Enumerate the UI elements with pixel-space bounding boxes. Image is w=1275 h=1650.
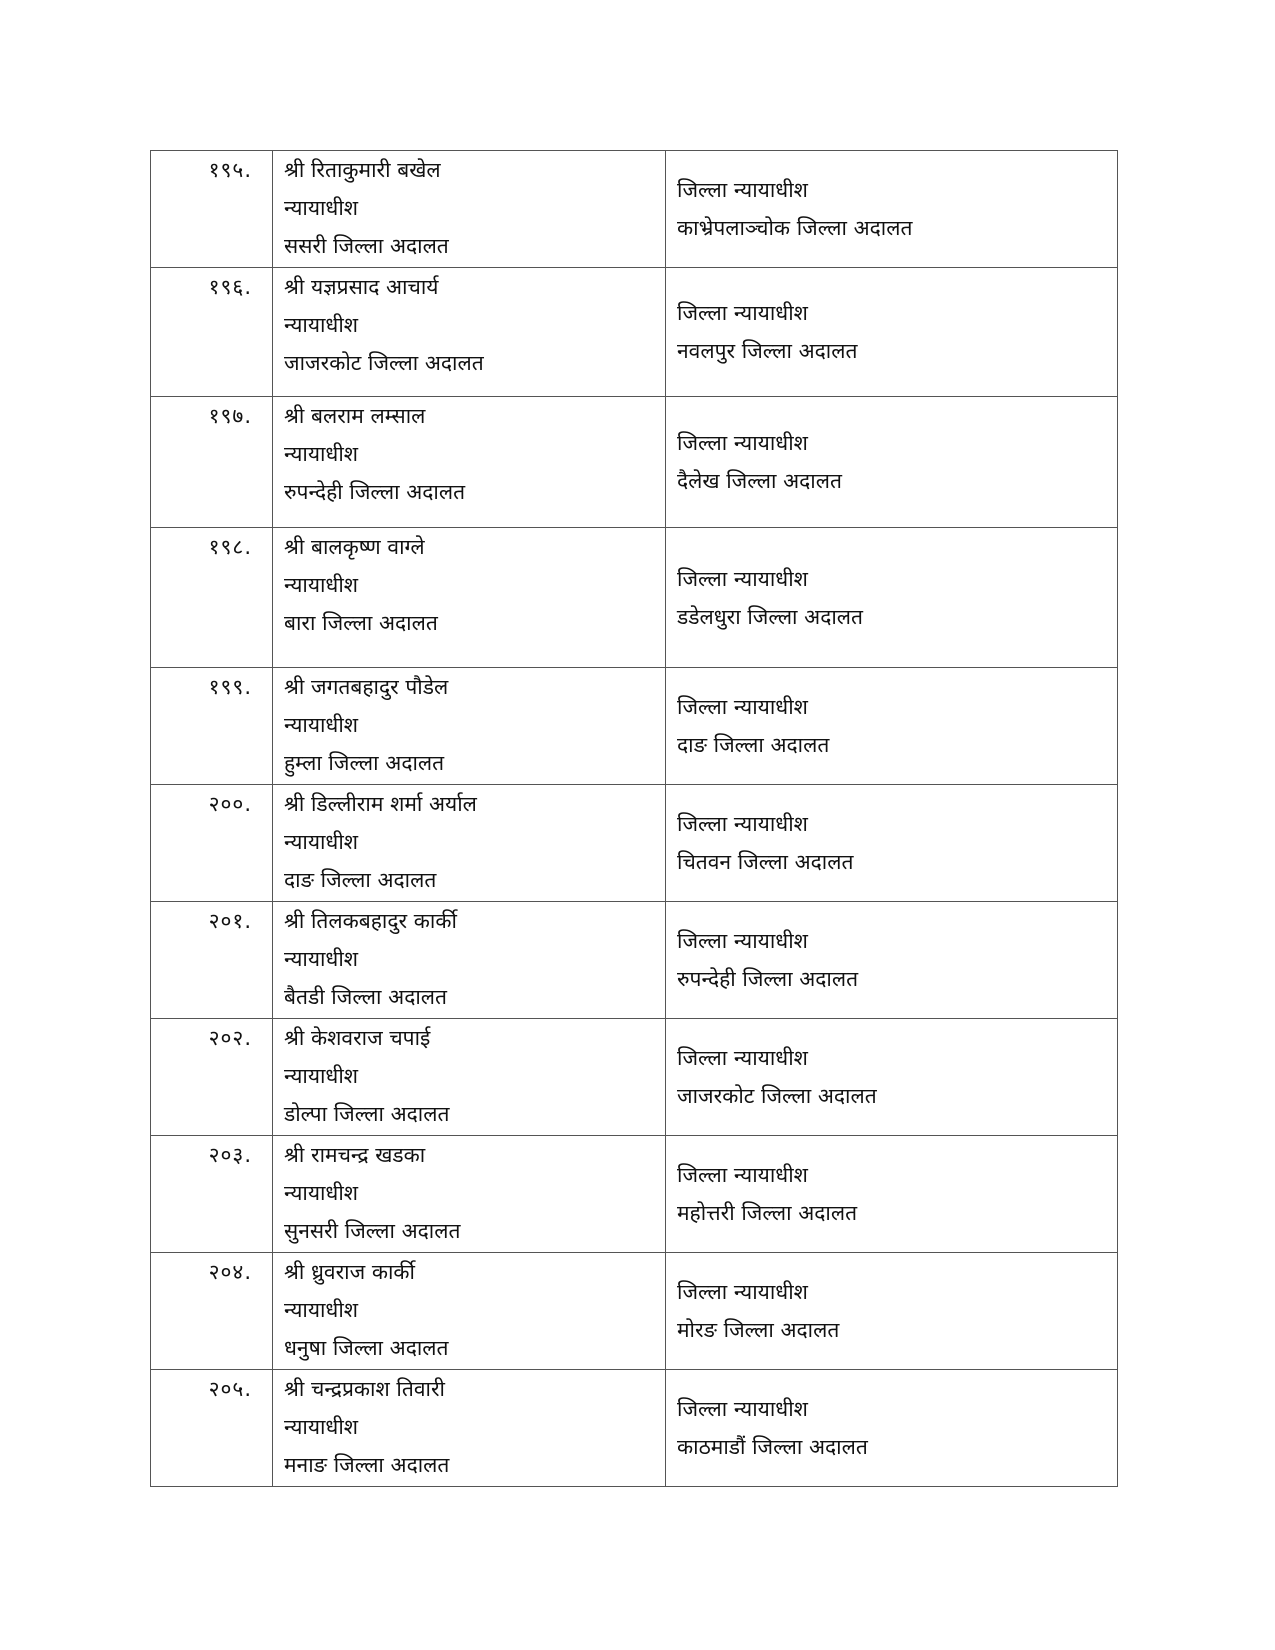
table-row (151, 268, 1118, 397)
table-row (151, 668, 1118, 785)
serial-number: १९८. (151, 528, 273, 668)
new-assignment-cell (666, 902, 1118, 1019)
current-post: न्यायाधीश (284, 313, 359, 337)
new-court: काठमाडौं जिल्ला अदालत (677, 1435, 868, 1459)
serial-number: १९९. (151, 668, 273, 785)
table-row (151, 1019, 1118, 1136)
new-court: काभ्रेपलाञ्चोक जिल्ला अदालत (677, 216, 913, 240)
current-court: रुपन्देही जिल्ला अदालत (284, 480, 466, 504)
judge-name: श्री यज्ञप्रसाद आचार्य (284, 275, 439, 299)
new-court: रुपन्देही जिल्ला अदालत (677, 967, 859, 991)
current-assignment-cell (273, 1370, 666, 1487)
judge-name: श्री चन्द्रप्रकाश तिवारी (284, 1377, 445, 1401)
current-court: डोल्पा जिल्ला अदालत (284, 1102, 450, 1126)
current-assignment-cell (273, 902, 666, 1019)
table-row (151, 1253, 1118, 1370)
current-assignment-cell (273, 1136, 666, 1253)
current-post: न्यायाधीश (284, 830, 359, 854)
current-post: न्यायाधीश (284, 196, 359, 220)
current-assignment-cell (273, 528, 666, 668)
judge-name: श्री डिल्लीराम शर्मा अर्याल (284, 792, 477, 816)
serial-number: १९५. (151, 151, 273, 268)
new-assignment-cell (666, 668, 1118, 785)
current-assignment-cell (273, 785, 666, 902)
new-post: जिल्ला न्यायाधीश (677, 1280, 808, 1304)
current-post: न्यायाधीश (284, 1298, 359, 1322)
serial-number: २००. (151, 785, 273, 902)
current-assignment-cell (273, 397, 666, 528)
current-court: धनुषा जिल्ला अदालत (284, 1336, 449, 1360)
current-post: न्यायाधीश (284, 947, 359, 971)
serial-number: २०५. (151, 1370, 273, 1487)
new-court: दैलेख जिल्ला अदालत (677, 469, 842, 493)
current-post: न्यायाधीश (284, 713, 359, 737)
new-post: जिल्ला न्यायाधीश (677, 178, 808, 202)
new-court: नवलपुर जिल्ला अदालत (677, 339, 858, 363)
current-court: सुनसरी जिल्ला अदालत (284, 1219, 461, 1243)
judge-name: श्री केशवराज चपाई (284, 1026, 431, 1050)
new-assignment-cell (666, 268, 1118, 397)
current-assignment-cell (273, 1019, 666, 1136)
current-assignment-cell (273, 1253, 666, 1370)
judge-name: श्री बालकृष्ण वाग्ले (284, 535, 425, 559)
new-court: जाजरकोट जिल्ला अदालत (677, 1084, 877, 1108)
current-court: जाजरकोट जिल्ला अदालत (284, 351, 484, 375)
table-row (151, 1370, 1118, 1487)
new-post: जिल्ला न्यायाधीश (677, 929, 808, 953)
new-assignment-cell (666, 785, 1118, 902)
table-row (151, 902, 1118, 1019)
current-court: बैतडी जिल्ला अदालत (284, 985, 447, 1009)
new-assignment-cell (666, 1253, 1118, 1370)
current-court: हुम्ला जिल्ला अदालत (284, 751, 445, 775)
serial-number: १९७. (151, 397, 273, 528)
current-assignment-cell (273, 268, 666, 397)
current-assignment-cell (273, 151, 666, 268)
new-post: जिल्ला न्यायाधीश (677, 695, 808, 719)
current-assignment-cell (273, 668, 666, 785)
judge-name: श्री ध्रुवराज कार्की (284, 1260, 415, 1284)
new-post: जिल्ला न्यायाधीश (677, 301, 808, 325)
judge-name: श्री तिलकबहादुर कार्की (284, 909, 457, 933)
new-post: जिल्ला न्यायाधीश (677, 812, 808, 836)
current-post: न्यायाधीश (284, 1181, 359, 1205)
judge-transfer-table (150, 150, 1118, 1487)
current-court: मनाङ जिल्ला अदालत (284, 1453, 450, 1477)
current-court: दाङ जिल्ला अदालत (284, 868, 437, 892)
new-court: मोरङ जिल्ला अदालत (677, 1318, 840, 1342)
new-assignment-cell (666, 1019, 1118, 1136)
judge-name: श्री रिताकुमारी बखेल (284, 158, 441, 182)
current-post: न्यायाधीश (284, 1415, 359, 1439)
current-court: बारा जिल्ला अदालत (284, 611, 438, 635)
new-assignment-cell (666, 397, 1118, 528)
table-row (151, 397, 1118, 528)
judge-name: श्री रामचन्द्र खडका (284, 1143, 426, 1167)
new-assignment-cell (666, 528, 1118, 668)
current-post: न्यायाधीश (284, 442, 359, 466)
current-court: ससरी जिल्ला अदालत (284, 234, 449, 258)
new-assignment-cell (666, 1370, 1118, 1487)
new-court: चितवन जिल्ला अदालत (677, 850, 854, 874)
serial-number: २०२. (151, 1019, 273, 1136)
new-court: दाङ जिल्ला अदालत (677, 733, 830, 757)
serial-number: २०४. (151, 1253, 273, 1370)
new-post: जिल्ला न्यायाधीश (677, 1046, 808, 1070)
table-row (151, 1136, 1118, 1253)
current-post: न्यायाधीश (284, 1064, 359, 1088)
table-row (151, 785, 1118, 902)
judge-name: श्री जगतबहादुर पौडेल (284, 675, 449, 699)
serial-number: २०३. (151, 1136, 273, 1253)
new-assignment-cell (666, 151, 1118, 268)
new-post: जिल्ला न्यायाधीश (677, 431, 808, 455)
table-row (151, 528, 1118, 668)
table-row (151, 151, 1118, 268)
new-assignment-cell (666, 1136, 1118, 1253)
new-post: जिल्ला न्यायाधीश (677, 1397, 808, 1421)
new-court: महोत्तरी जिल्ला अदालत (677, 1201, 858, 1225)
new-court: डडेलधुरा जिल्ला अदालत (677, 604, 864, 629)
serial-number: २०१. (151, 902, 273, 1019)
current-post: न्यायाधीश (284, 573, 359, 597)
serial-number: १९६. (151, 268, 273, 397)
new-post: जिल्ला न्यायाधीश (677, 1163, 808, 1187)
new-post: जिल्ला न्यायाधीश (677, 566, 808, 591)
judge-name: श्री बलराम लम्साल (284, 404, 426, 428)
